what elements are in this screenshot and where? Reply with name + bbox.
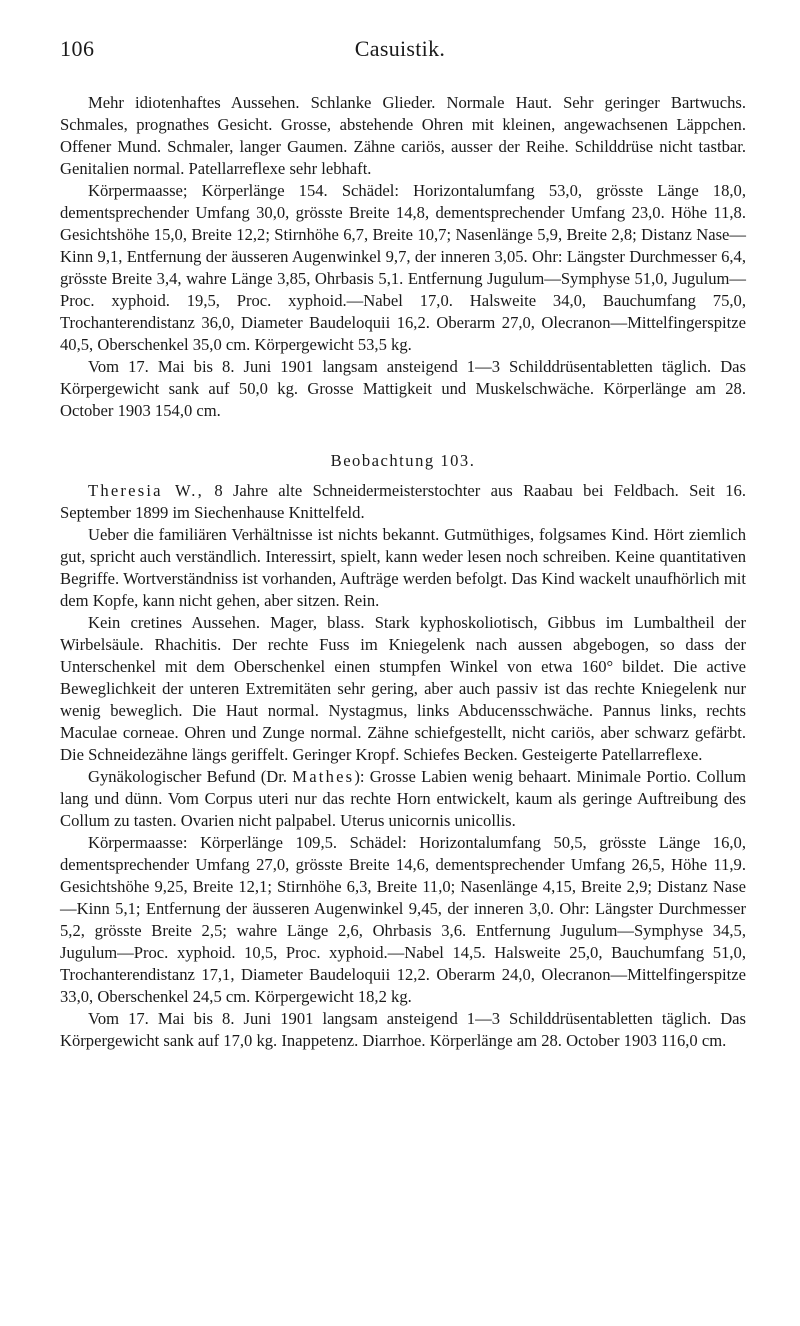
paragraph-patient-intro <box>60 480 746 524</box>
body-text <box>60 92 746 1052</box>
gyn-text-start: Gynäkologischer Befund (Dr. <box>88 767 293 786</box>
paragraph-body-measurements-2: Körpermaasse: Körperlänge 109,5. Schädel: Horizontalumfang 50,5, grösste Länge 16,0, dementsprechender Umfang 27,0, grösste Breite 14,6, dementsprechender Umfang 26,5, Höhe 11,9. Gesichtshöhe 9,25, Breite 12,1; Stirnhöhe 6,3, Breite 11,0; Nasenlänge 4,15, Breite 2,9; Distanz Nase—Kinn 5,1; Entfernung der äusseren Augenwinkel 9,45, der inneren 3,0. Ohr: Längster Durchmesser 5,2, grösste Breite 2,5; wahre Länge 2,6, Ohrbasis 3,6. Entfernung Jugulum—Symphyse 34,5, Jugulum—Proc. xyphoid. 10,5, Proc. xyphoid.—Nabel 14,5. Halsweite 25,0, Bauchumfang 51,0, Trochanterendistanz 17,1, Diameter Baudeloquii 12,2. Oberarm 24,0, Olecranon—Mittelfingerspitze 33,0, Oberschenkel 24,5 cm. Körpergewicht 18,2 kg. <box>60 833 746 1006</box>
page-header <box>60 36 740 66</box>
paragraph-appearance: Mehr idiotenhaftes Aussehen. Schlanke Glieder. Normale Haut. Sehr geringer Bartwuchs. Schmales, prognathes Gesicht. Grosse, abstehende Ohren mit kleinen, angewachsenen Läppchen. Offener Mund. Schmaler, langer Gaumen. Zähne cariös, ausser der Reihe. Schilddrüse nicht tastbar. Genitalien normal. Patellarreflexe sehr lebhaft. <box>60 93 746 178</box>
paragraph-findings: Kein cretines Aussehen. Mager, blass. Stark kyphoskoliotisch, Gibbus im Lumbaltheil der Wirbelsäule. Rhachitis. Der rechte Fuss im Kniegelenk nach aussen abgebogen, so dass der Unterschenkel mit dem Oberschenkel einen stumpfen Winkel von etwa 160° bildet. Die active Beweglichkeit der unteren Extremitäten sehr gering, aber auch passiv ist das rechte Kniegelenk nur wenig beweglich. Die Haut normal. Nystagmus, links Abducensschwäche. Pannus links, rechts Maculae corneae. Ohren und Zunge normal. Zähne schiefgestellt, nicht cariös, aber schwarz gefärbt. Die Schneidezähne längs geriffelt. Geringer Kropf. Schiefes Becken. Gesteigerte Patellarreflexe. <box>60 613 746 764</box>
paragraph-history: Ueber die familiären Verhältnisse ist nichts bekannt. Gutmüthiges, folgsames Kind. Hört ziemlich gut, spricht auch verständlich. Interessirt, spielt, kann weder lesen noch schreiben. Keine quantitativen Begriffe. Wortverständniss ist vorhanden, Aufträge werden befolgt. Das Kind wackelt unaufhörlich mit dem Kopfe, kann nicht gehen, aber sitzen. Rein. <box>60 525 746 610</box>
paragraph-body-measurements: Körpermaasse; Körperlänge 154. Schädel: Horizontalumfang 53,0, grösste Länge 18,0, dementsprechender Umfang 30,0, grösste Breite 14,8, dementsprechender Umfang 23,0. Höhe 11,8. Gesichtshöhe 15,0, Breite 12,2; Stirnhöhe 6,7, Breite 10,7; Nasenlänge 5,9, Breite 2,8; Distanz Nase—Kinn 9,1, Entfernung der äusseren Augenwinkel 9,7, der inneren 3,05. Ohr: Längster Durchmesser 6,4, grösste Breite 3,4, wahre Länge 3,85, Ohrbasis 5,1. Entfernung Jugulum—Symphyse 51,0, Jugulum—Proc. xyphoid. 19,5, Proc. xyphoid.—Nabel 17,0. Halsweite 34,0, Bauchumfang 75,0, Trochanterendistanz 36,0, Diameter Baudeloquii 16,2. Oberarm 27,0, Olecranon—Mittelfingerspitze 40,5, Oberschenkel 35,0 cm. Körpergewicht 53,5 kg. <box>60 181 746 354</box>
paragraph-treatment-2: Vom 17. Mai bis 8. Juni 1901 langsam ansteigend 1—3 Schilddrüsentabletten täglich. Das Körpergewicht sank auf 17,0 kg. Inappetenz. Diarrhoe. Körperlänge am 28. October 1903 116,0 cm. <box>60 1009 746 1050</box>
gyn-text-end: ): Grosse Labien wenig behaart. Minimale Portio. Collum lang und dünn. Vom Corpus uteri nur das rechte Horn entwickelt, kaum als geringe Auftreibung des Collum zu tasten. Ovarien nicht palpabel. Uterus unicornis unicollis. <box>60 767 746 830</box>
paragraph-treatment: Vom 17. Mai bis 8. Juni 1901 langsam ansteigend 1—3 Schilddrüsentabletten täglich. Das Körpergewicht sank auf 50,0 kg. Grosse Mattigkeit und Muskelschwäche. Körperlänge am 28. October 1903 154,0 cm. <box>60 357 746 420</box>
page-number: 106 <box>60 36 95 61</box>
patient-intro-text: 8 Jahre alte Schneidermeisterstochter aus Raabau bei Feldbach. Seit 16. September 1899 im Siechenhause Knittelfeld. <box>60 481 746 522</box>
doctor-name: Mathes <box>292 767 355 786</box>
patient-name: Theresia W., <box>88 481 204 500</box>
paragraph-gynecological <box>60 766 746 832</box>
section-heading: Beobachtung 103. <box>330 451 476 470</box>
running-title: Casuistik. <box>354 36 446 61</box>
